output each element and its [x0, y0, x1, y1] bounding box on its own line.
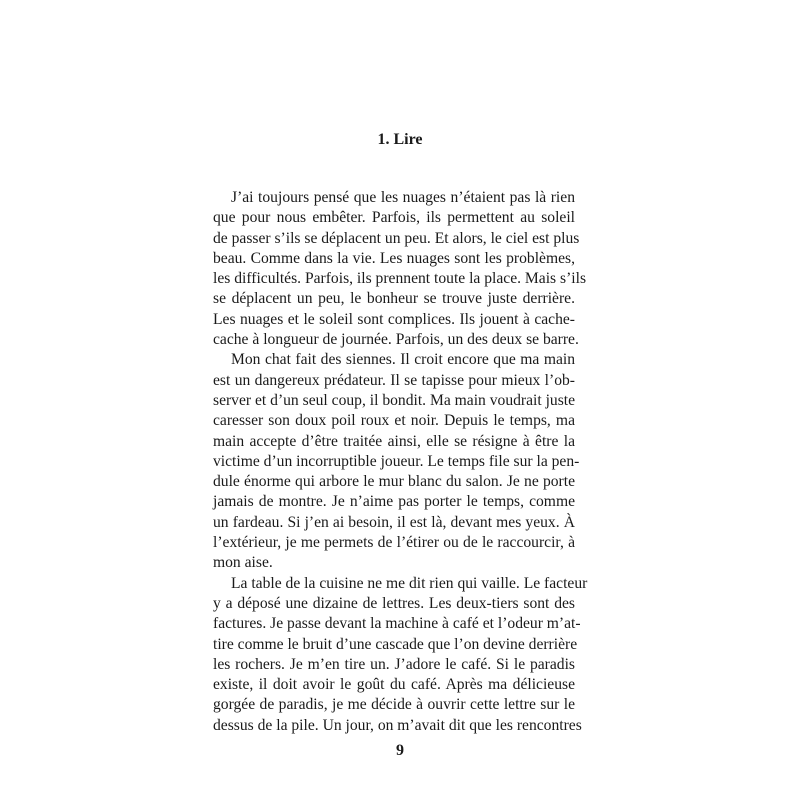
page-number: 9: [396, 742, 404, 759]
text-line: se déplacent un peu, le bonheur se trouve juste derrière.: [213, 290, 575, 308]
text-line: gorgée de paradis, je me décide à ouvrir cette lettre sur le: [213, 696, 575, 714]
text-line: mon aise.: [213, 554, 273, 572]
text-line: factures. Je passe devant la machine à café et l’odeur m’at-: [213, 615, 581, 633]
text-line: dule énorme qui arbore le mur blanc du salon. Je ne porte: [213, 473, 575, 491]
text-line: cache à longueur de journée. Parfois, un des deux se barre.: [213, 331, 579, 349]
text-line: caresser son doux poil roux et noir. Depuis le temps, ma: [213, 412, 575, 430]
text-line: l’extérieur, je me permets de l’étirer ou de le raccourcir, à: [213, 534, 575, 552]
text-line: les difficultés. Parfois, ils prennent toute la place. Mais s’ils: [213, 270, 587, 288]
text-line: de passer s’ils se déplacent un peu. Et alors, le ciel est plus: [213, 229, 580, 247]
text-line: Les nuages et le soleil sont complices. Ils jouent à cache-: [213, 310, 575, 328]
text-line: main accepte d’être traitée ainsi, elle se résigne à être la: [213, 432, 575, 450]
text-line: existe, il doit avoir le goût du café. Après ma délicieuse: [213, 676, 575, 694]
text-line: est un dangereux prédateur. Il se tapisse pour mieux l’ob-: [213, 371, 575, 389]
text-line: dessus de la pile. Un jour, on m’avait dit que les rencontres: [213, 716, 582, 734]
text-line: J’ai toujours pensé que les nuages n’étaient pas là rien: [231, 189, 575, 206]
text-line: Mon chat fait des siennes. Il croit encore que ma main: [231, 351, 575, 369]
text-line: un fardeau. Si j’en ai besoin, il est là, devant mes yeux. À: [213, 513, 575, 531]
text-line: tire comme le bruit d’une cascade que l’on devine derrière: [213, 635, 578, 653]
body-text: [213, 188, 588, 736]
chapter-title: 1. Lire: [377, 131, 423, 148]
text-line: y a déposé une dizaine de lettres. Les deux-tiers sont des: [213, 594, 575, 612]
text-line: La table de la cuisine ne me dit rien qui vaille. Le facteur: [231, 574, 588, 592]
text-line: jamais de montre. Je n’aime pas porter le temps, comme: [213, 493, 575, 511]
text-line: que pour nous embêter. Parfois, ils permettent au soleil: [213, 209, 575, 227]
text-line: les rochers. Je m’en tire un. J’adore le café. Si le paradis: [213, 655, 575, 673]
text-line: victime d’un incorruptible joueur. Le temps file sur la pen-: [213, 452, 580, 470]
text-line: server et d’un seul coup, il bondit. Ma main voudrait juste: [213, 391, 576, 409]
text-line: beau. Comme dans la vie. Les nuages sont les problèmes,: [213, 249, 575, 267]
